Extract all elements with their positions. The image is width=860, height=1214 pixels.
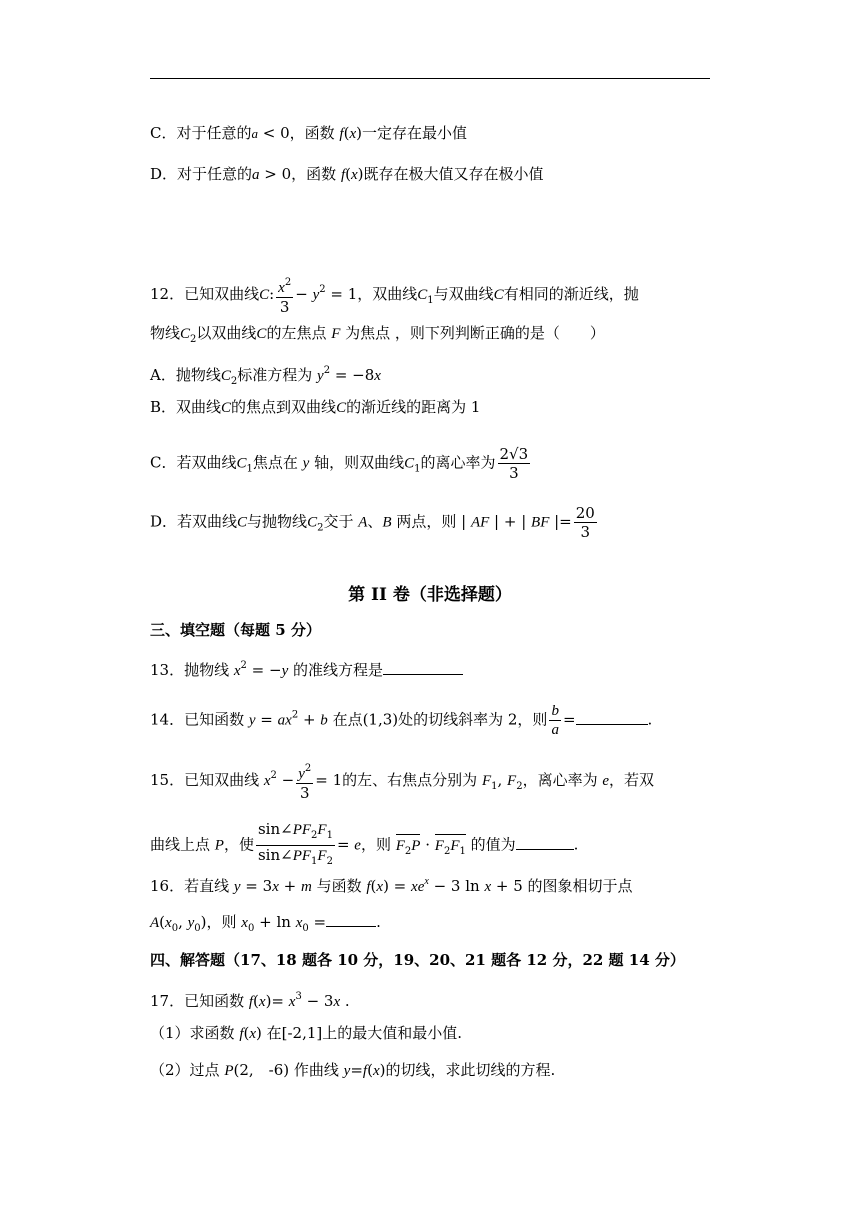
q12-option-d: D．若双曲线C与抛物线$C_2$交于 A、B 两点，则 | AF | + | BF |= $\frac{20}{3}$ (150, 504, 595, 541)
q14: 14．已知函数 $y = ax^2 + b$ 在点(1,3)处的切线斜率为 2，则 $\frac{b}{a}$ = . (150, 703, 653, 738)
q12-option-c: C．若双曲线$C_1$焦点在 y 轴，则双曲线$C_1$的离心率为 $\frac{2√3}{3}$ (150, 445, 529, 482)
q15-line2: 曲线上点 P，使 $\frac{\sin\angle PF_2F_1}{\sin\angle PF_1F_2}$ = e，则 $F_2P \cdot F_2F_1$ 的值为 . (150, 820, 579, 867)
q13: 13．抛物线 $x^2 = -y$ 的准线方程是 (150, 656, 463, 681)
q11-option-c: C．对于任意的a < 0，函数 f(x)一定存在最小值 (150, 124, 467, 142)
header-rule (150, 78, 710, 79)
q11-option-d: D．对于任意的a > 0，函数 f(x)既存在极大值又存在极小值 (150, 165, 544, 183)
q12-stem-line2: 物线$C_2$以双曲线C的左焦点 F 为焦点 ，则下列判断正确的是（ ） (150, 324, 605, 345)
q16-line1: 16．若直线 y = 3x + m 与函数 $f(x) = xe^x - 3$ ln x + 5 的图象相切于点 (150, 876, 633, 895)
q17-part2: （2）过点 P(2, -6) 作曲线 y=f(x)的切线，求此切线的方程. (150, 1061, 556, 1079)
q12-stem-line1: 12．已知双曲线C: $\frac{x^2}{3}$ − $y^2 = 1$，双曲线$C_1$与双曲线C有相同的渐近线，抛 (150, 274, 639, 316)
q17-stem: 17．已知函数 $f(x)= x^3 - 3x$ . (150, 991, 350, 1010)
q12-option-b: B．双曲线C的焦点到双曲线C的渐近线的距离为 1 (150, 398, 481, 416)
part3-heading: 三、填空题（每题 5 分） (150, 621, 321, 639)
section-title: 第 II 卷（非选择题） (348, 585, 512, 605)
part4-heading: 四、解答题（17、18 题各 10 分，19、20、21 题各 12 分，22 题 14 分） (150, 951, 685, 969)
q17-part1: （1）求函数 f(x) 在[-2,1]上的最大值和最小值. (150, 1024, 463, 1042)
q12-option-a: A．抛物线$C_2$标准方程为 $y^2 = -8x$ (150, 365, 381, 387)
q15-line1: 15．已知双曲线 $x^2$ − $\frac{y^2}{3}$ = 1的左、右焦点分别为 $F_1$, $F_2$，离心率为 e，若双 (150, 760, 654, 802)
q16-line2: $A(x_0$, $y_0$)，则 $x_0 + \ln x_0$ = . (150, 913, 381, 934)
